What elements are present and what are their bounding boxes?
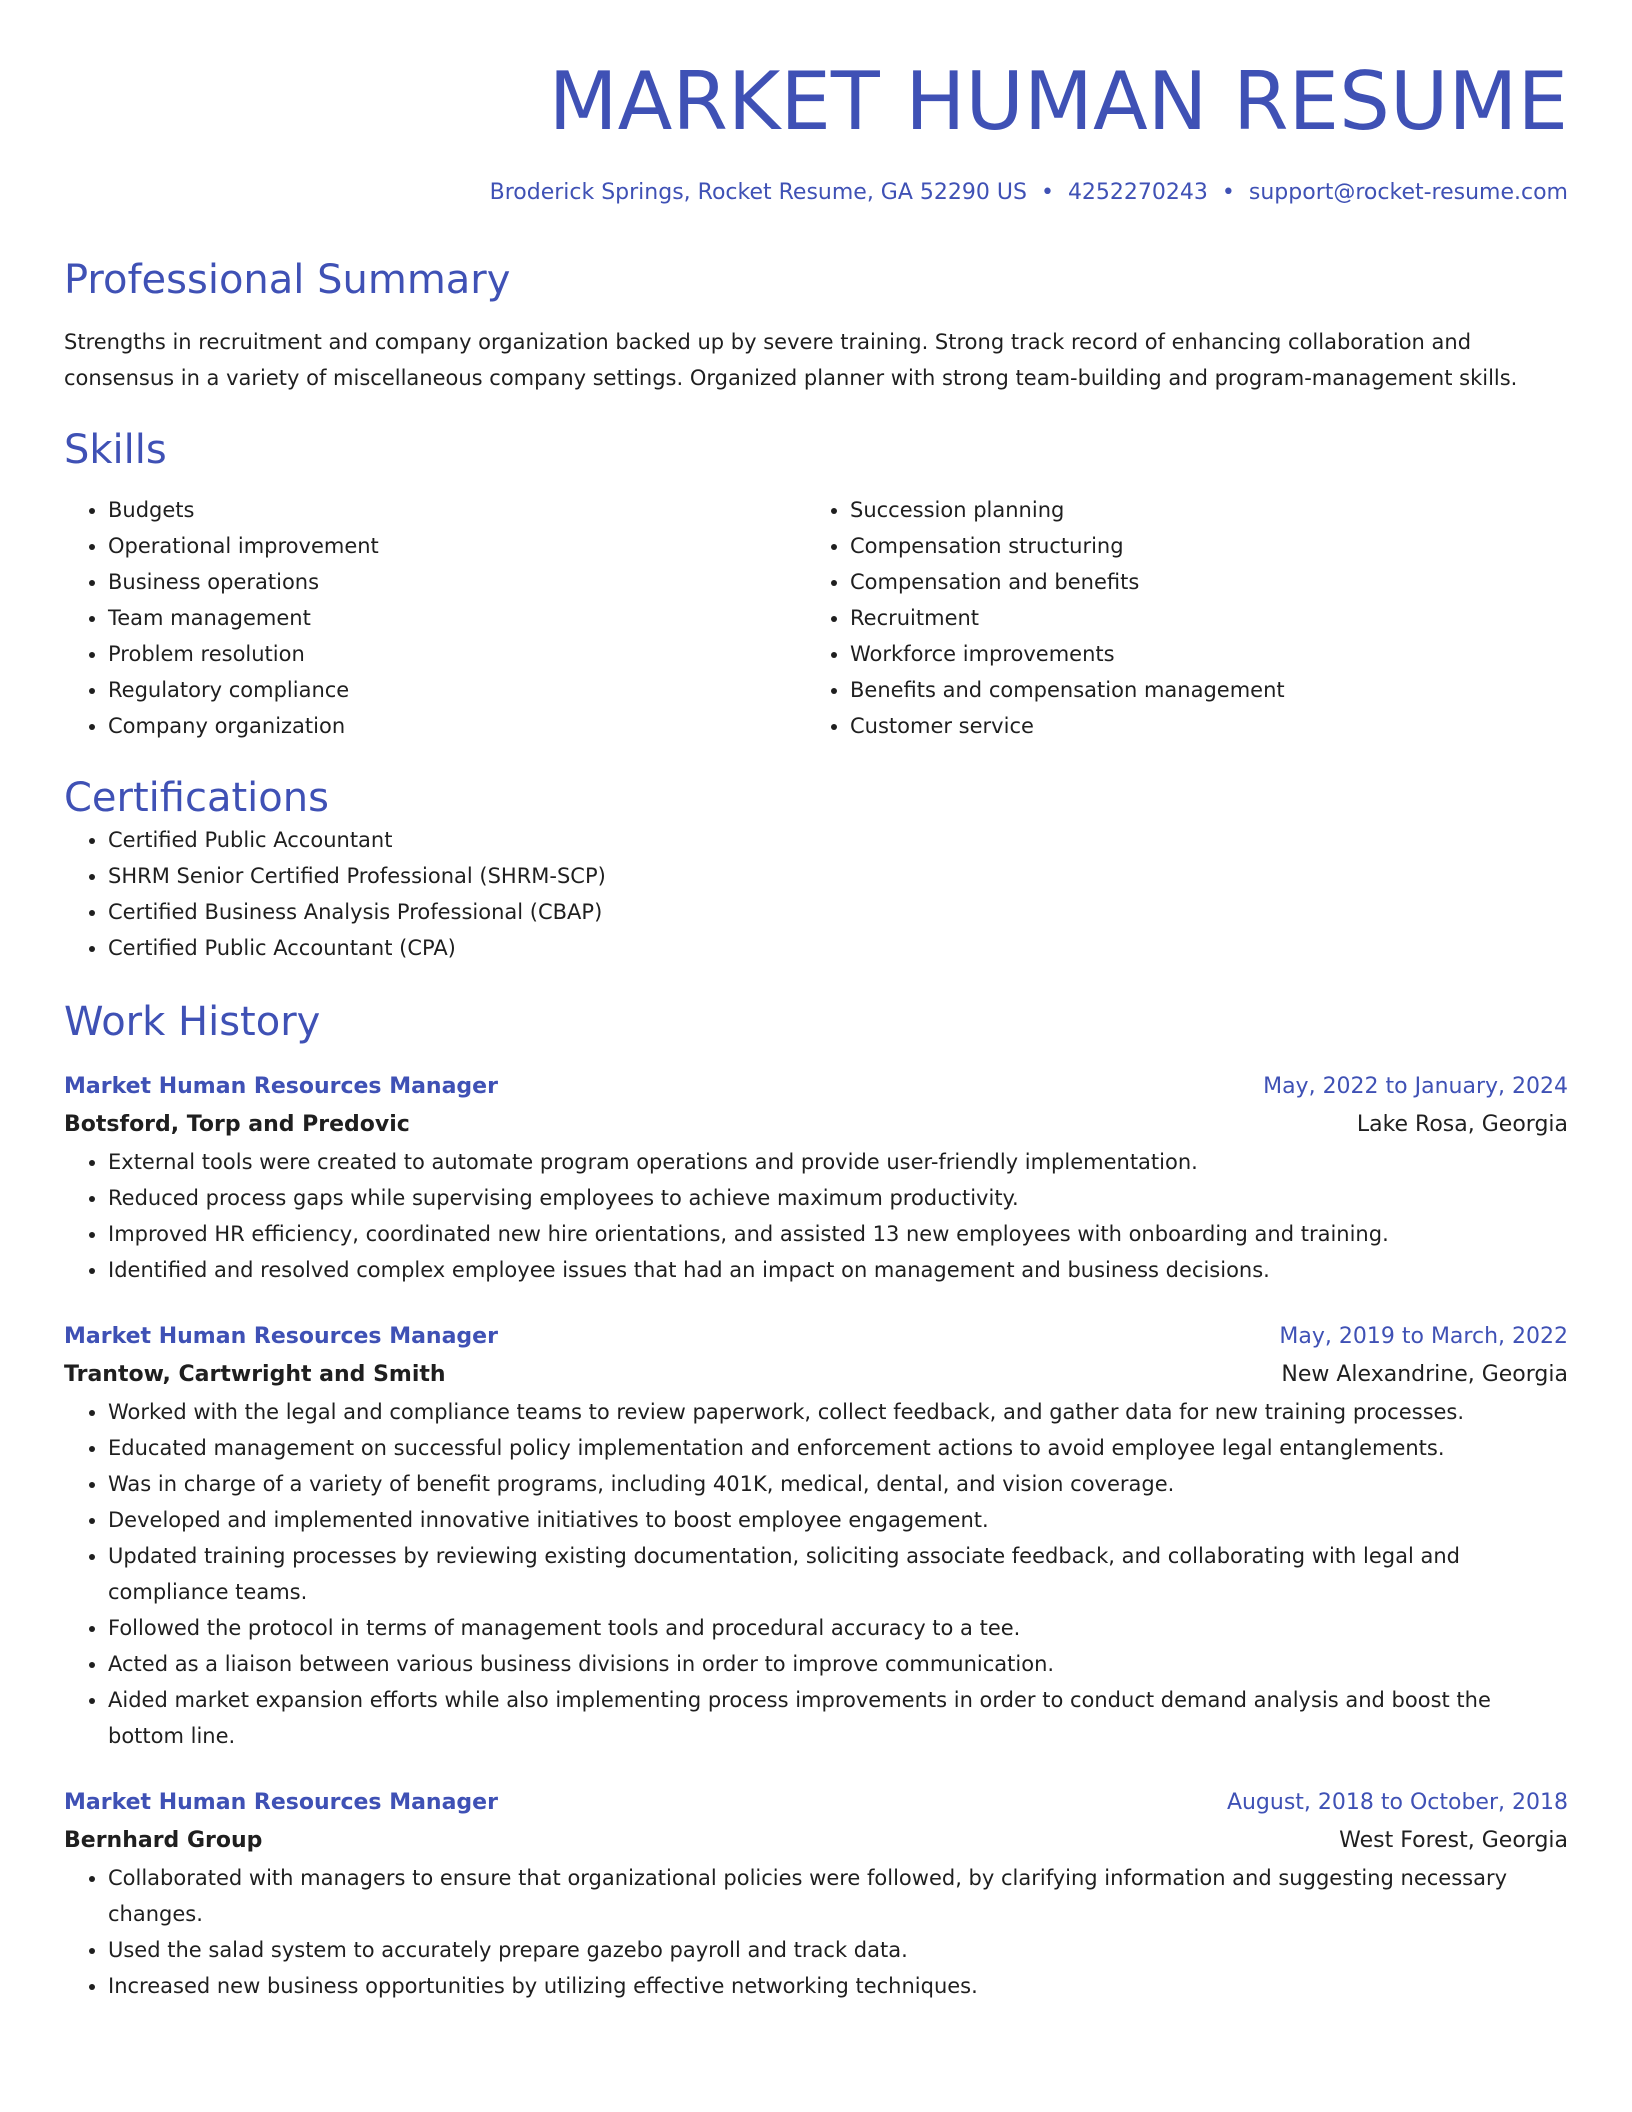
job-duty: • External tools were created to automate program operations and provide user-friendly implementation. [108, 1144, 1568, 1180]
skills-grid [64, 492, 1568, 744]
resume-header [64, 55, 1568, 206]
contact-email: support@rocket-resume.com [1248, 180, 1568, 205]
skills-list-right [806, 492, 1548, 744]
skill-item: • Compensation and benefits [850, 564, 1548, 600]
skill-item: • Problem resolution [108, 636, 806, 672]
summary-heading: Professional Summary [64, 257, 511, 304]
job-duty: • Identified and resolved complex employee issues that had an impact on management and business decisions. [108, 1252, 1568, 1288]
skill-item: • Workforce improvements [850, 636, 1548, 672]
candidate-name: MARKET HUMAN RESUME [548, 55, 1568, 148]
skill-item: • Regulatory compliance [108, 672, 806, 708]
job-duty: • Aided market expansion efforts while also implementing process improvements in order to conduct demand analysis and boost the bottom line. [108, 1682, 1568, 1754]
job-duty: • Collaborated with managers to ensure that organizational policies were followed, by clarifying information and suggesting necessary changes. [108, 1860, 1568, 1932]
job-duty: • Worked with the legal and compliance teams to review paperwork, collect feedback, and gather data for new training processes. [108, 1394, 1568, 1430]
skills-column-left [64, 492, 806, 744]
job-title: Market Human Resources Manager [64, 1074, 498, 1100]
skill-item: • Operational improvement [108, 528, 806, 564]
job-company-row [64, 1822, 1568, 1860]
skills-heading: Skills [64, 427, 167, 474]
job-entry [64, 1068, 1568, 1288]
job-duty: • Reduced process gaps while supervising employees to achieve maximum productivity. [108, 1180, 1568, 1216]
skill-item: • Recruitment [850, 600, 1548, 636]
job-dates: May, 2019 to March, 2022 [1279, 1324, 1568, 1350]
contact-phone: 4252270243 [1067, 180, 1208, 205]
skills-column-right [806, 492, 1548, 744]
job-dates: August, 2018 to October, 2018 [1226, 1790, 1568, 1816]
work-history-heading: Work History [64, 999, 321, 1046]
skill-item: • Company organization [108, 708, 806, 744]
certifications-heading: Certifications [64, 775, 329, 822]
job-duty: • Updated training processes by reviewing existing documentation, soliciting associate feedback, and collaborating with legal and compliance teams. [108, 1538, 1568, 1610]
skill-item: • Customer service [850, 708, 1548, 744]
certification-item: • Certified Business Analysis Professional (CBAP) [108, 894, 1568, 930]
job-duty: • Used the salad system to accurately prepare gazebo payroll and track data. [108, 1932, 1568, 1968]
job-company-row [64, 1356, 1568, 1394]
job-company: Bernhard Group [64, 1828, 263, 1854]
contact-address: Broderick Springs, Rocket Resume, GA 52290 US [489, 180, 1027, 205]
job-title: Market Human Resources Manager [64, 1790, 498, 1816]
contact-line [64, 180, 1568, 206]
skills-list-left [64, 492, 806, 744]
job-entry [64, 1784, 1568, 2004]
job-title-row [64, 1784, 1568, 1822]
job-company: Botsford, Torp and Predovic [64, 1112, 410, 1138]
job-title: Market Human Resources Manager [64, 1324, 498, 1350]
resume-page [64, 40, 1568, 2004]
job-company: Trantow, Cartwright and Smith [64, 1362, 446, 1388]
certification-item: • Certified Public Accountant (CPA) [108, 930, 1568, 966]
certification-item: • SHRM Senior Certified Professional (SHRM-SCP) [108, 858, 1568, 894]
skill-item: • Budgets [108, 492, 806, 528]
job-duties-list [64, 1394, 1568, 1754]
job-location: New Alexandrine, Georgia [1281, 1362, 1568, 1388]
certifications-list [64, 822, 1568, 966]
skill-item: • Business operations [108, 564, 806, 600]
job-duties-list [64, 1144, 1568, 1288]
job-company-row [64, 1106, 1568, 1144]
job-duty: • Educated management on successful policy implementation and enforcement actions to avoid employee legal entanglements. [108, 1430, 1568, 1466]
job-duty: • Followed the protocol in terms of management tools and procedural accuracy to a tee. [108, 1610, 1568, 1646]
job-dates: May, 2022 to January, 2024 [1263, 1074, 1568, 1100]
job-duty: • Acted as a liaison between various business divisions in order to improve communication. [108, 1646, 1568, 1682]
skill-item: • Benefits and compensation management [850, 672, 1548, 708]
skill-item: • Succession planning [850, 492, 1548, 528]
job-entry [64, 1318, 1568, 1754]
contact-separator: • [1040, 180, 1054, 205]
contact-separator: • [1221, 180, 1235, 205]
job-duty: • Was in charge of a variety of benefit programs, including 401K, medical, dental, and vision coverage. [108, 1466, 1568, 1502]
job-duty: • Improved HR efficiency, coordinated new hire orientations, and assisted 13 new employees with onboarding and training. [108, 1216, 1568, 1252]
summary-text: Strengths in recruitment and company organization backed up by severe training. Strong track record of enhancing collaboration and consensus in a variety of miscellaneous company settings. Organized planner with strong team-building and program-management skills. [64, 330, 1518, 391]
certification-item: • Certified Public Accountant [108, 822, 1568, 858]
job-location: West Forest, Georgia [1339, 1828, 1568, 1854]
job-title-row [64, 1068, 1568, 1106]
job-duties-list [64, 1860, 1568, 2004]
job-duty: • Developed and implemented innovative initiatives to boost employee engagement. [108, 1502, 1568, 1538]
job-title-row [64, 1318, 1568, 1356]
skill-item: • Compensation structuring [850, 528, 1548, 564]
job-duty: • Increased new business opportunities by utilizing effective networking techniques. [108, 1968, 1568, 2004]
job-location: Lake Rosa, Georgia [1356, 1112, 1568, 1138]
skill-item: • Team management [108, 600, 806, 636]
